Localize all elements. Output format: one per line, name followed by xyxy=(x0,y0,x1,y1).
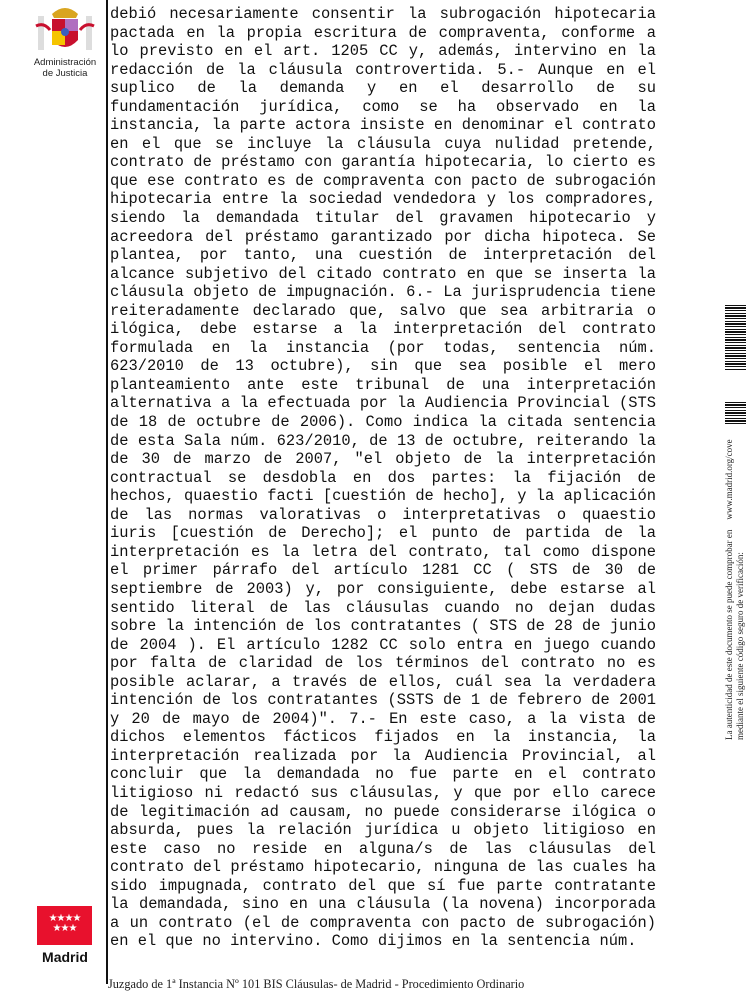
verification-url[interactable]: www.madrid.org/cove xyxy=(724,439,734,520)
text-line: suplico de la demanda y en el desarrollo de su xyxy=(110,79,656,98)
text-line: plantea, por tanto, una cuestión de interpretación del xyxy=(110,246,656,265)
text-line: contractual se desdobla en dos partes: la fijación de xyxy=(110,468,656,487)
text-line: en el que se incluye la cláusula cuya nulidad pretende, xyxy=(110,134,656,153)
text-line: pactada en la propia escritura de compraventa, conforme a xyxy=(110,23,656,42)
administracion-justicia-logo xyxy=(30,2,100,79)
text-line: intención de los contratantes (SSTS de 1 de febrero de 2001 xyxy=(110,691,656,710)
text-line: acreedora del préstamo garantizado por dicha hipoteca. Se xyxy=(110,227,656,246)
madrid-logo-text: Madrid xyxy=(42,949,88,965)
text-line: a un contrato (el de compraventa con pacto de subrogación) xyxy=(110,913,656,932)
text-line: siendo la demandada titular del gravamen hipotecario y xyxy=(110,209,656,228)
text-line: de 2004 ). El artículo 1282 CC solo entra en juego cuando xyxy=(110,635,656,654)
text-line: redacción de la cláusula controvertida. 5.- Aunque en el xyxy=(110,60,656,79)
margin-rule xyxy=(106,0,108,984)
text-line: absurda, pues la relación jurídica u objeto litigioso en xyxy=(110,821,656,840)
coat-of-arms-icon xyxy=(34,2,96,54)
text-line: 623/2010 de 13 octubre), sin que sea posible el mero xyxy=(110,357,656,376)
text-line: hechos, quaestio facti [cuestión de hecho], y la aplicación xyxy=(110,487,656,506)
text-line: de las normas valorativas o interpretativas o quaestio xyxy=(110,505,656,524)
text-line: contrato de préstamo con garantía hipotecaria, lo cierto es xyxy=(110,153,656,172)
text-line: planteamiento ante este tribunal de una interpretación xyxy=(110,375,656,394)
text-line: interpretación realizada por la Audiencia Provincial, al xyxy=(110,746,656,765)
logo-text-line1: Administración xyxy=(33,57,97,68)
text-line: dichos elementos fácticos fijados en la instancia, la xyxy=(110,728,656,747)
text-line: lo previsto en el art. 1205 CC y, además, intervino en la xyxy=(110,42,656,61)
text-line: litigioso ni redactó sus cláusulas, y que por ello carece xyxy=(110,783,656,802)
verification-note xyxy=(724,280,746,740)
text-line: instancia, la parte actora insiste en denominar el contrato xyxy=(110,116,656,135)
stars-icon: ★★★★ ★★★ xyxy=(37,906,92,945)
text-line: sido impugnada, contrato del que sí fue parte contratante xyxy=(110,876,656,895)
text-line: cláusula objeto de impugnación. 6.- La jurisprudencia tiene xyxy=(110,283,656,302)
text-line: por falta de claridad de los términos del contrato no es xyxy=(110,654,656,673)
text-line: reiteradamente declarado que, salvo que sea arbitraria o xyxy=(110,301,656,320)
logo-text-line2: de Justicia xyxy=(42,68,88,79)
text-line: formulada en la instancia (por todas, sentencia núm. xyxy=(110,338,656,357)
text-line: de legitimación ad causam, no puede considerarse ilógica o xyxy=(110,802,656,821)
text-line: concluir que la demandada no fue parte en el contrato xyxy=(110,765,656,784)
text-line: la demandada, sino en una cláusula (la novena) incorporada xyxy=(110,895,656,914)
text-line: de esta Sala núm. 623/2010, de 13 de octubre, reiterando la xyxy=(110,431,656,450)
text-line: fundamentación jurídica, como se ha observado en la xyxy=(110,97,656,116)
text-line: debió necesariamente consentir la subrogación hipotecaria xyxy=(110,5,656,23)
comunidad-madrid-logo xyxy=(37,906,93,965)
text-line: sobre la intención de los contratantes ( STS de 28 de junio xyxy=(110,617,656,636)
text-line: este caso no reside en alguna/s de las cláusulas del xyxy=(110,839,656,858)
text-line: sentido literal de las cláusulas cuando no dejan dudas xyxy=(110,598,656,617)
text-line: alternativa a la efectuada por la Audiencia Provincial (STS xyxy=(110,394,656,413)
text-line: interpretación es la letra del contrato, tal como dispone xyxy=(110,542,656,561)
text-line: el primer párrafo del artículo 1281 CC ( STS de 30 de xyxy=(110,561,656,580)
document-body xyxy=(110,5,656,951)
text-line: hipotecaria entre la sociedad vendedora y los compradores, xyxy=(110,190,656,209)
verification-line1: La autenticidad de este documento se puede comprobar en xyxy=(724,529,734,740)
text-line: septiembre de 2003) y, por consiguiente, debe estarse al xyxy=(110,579,656,598)
text-line: de 30 de marzo de 2007, "el objeto de la interpretación xyxy=(110,450,656,469)
text-line: iuris [cuestión de Derecho]; el punto de partida de la xyxy=(110,524,656,543)
text-line: en el que no intervino. Como dijimos en la sentencia núm. xyxy=(110,932,637,951)
court-footer: Juzgado de 1ª Instancia Nº 101 BIS Cláusulas- de Madrid - Procedimiento Ordinario xyxy=(108,977,525,991)
text-line: contrato del préstamo hipotecario, ninguna de las cuales ha xyxy=(110,858,656,877)
text-line: alcance subjetivo del citado contrato en que se inserta la xyxy=(110,264,656,283)
text-line: posible aclarar, a través de ellos, cuál sea la verdadera xyxy=(110,672,656,691)
text-line: y 20 de mayo de 2004)". 7.- En este caso, a la vista de xyxy=(110,709,656,728)
text-line: que ese contrato es de compraventa con pacto de subrogación xyxy=(110,171,656,190)
verification-line2: mediante el siguiente código seguro de verificación: xyxy=(735,552,745,740)
text-line: ilógica, debe estarse a la interpretación del contrato xyxy=(110,320,656,339)
text-line: de 18 de octubre de 2006). Como indica la citada sentencia xyxy=(110,413,656,432)
